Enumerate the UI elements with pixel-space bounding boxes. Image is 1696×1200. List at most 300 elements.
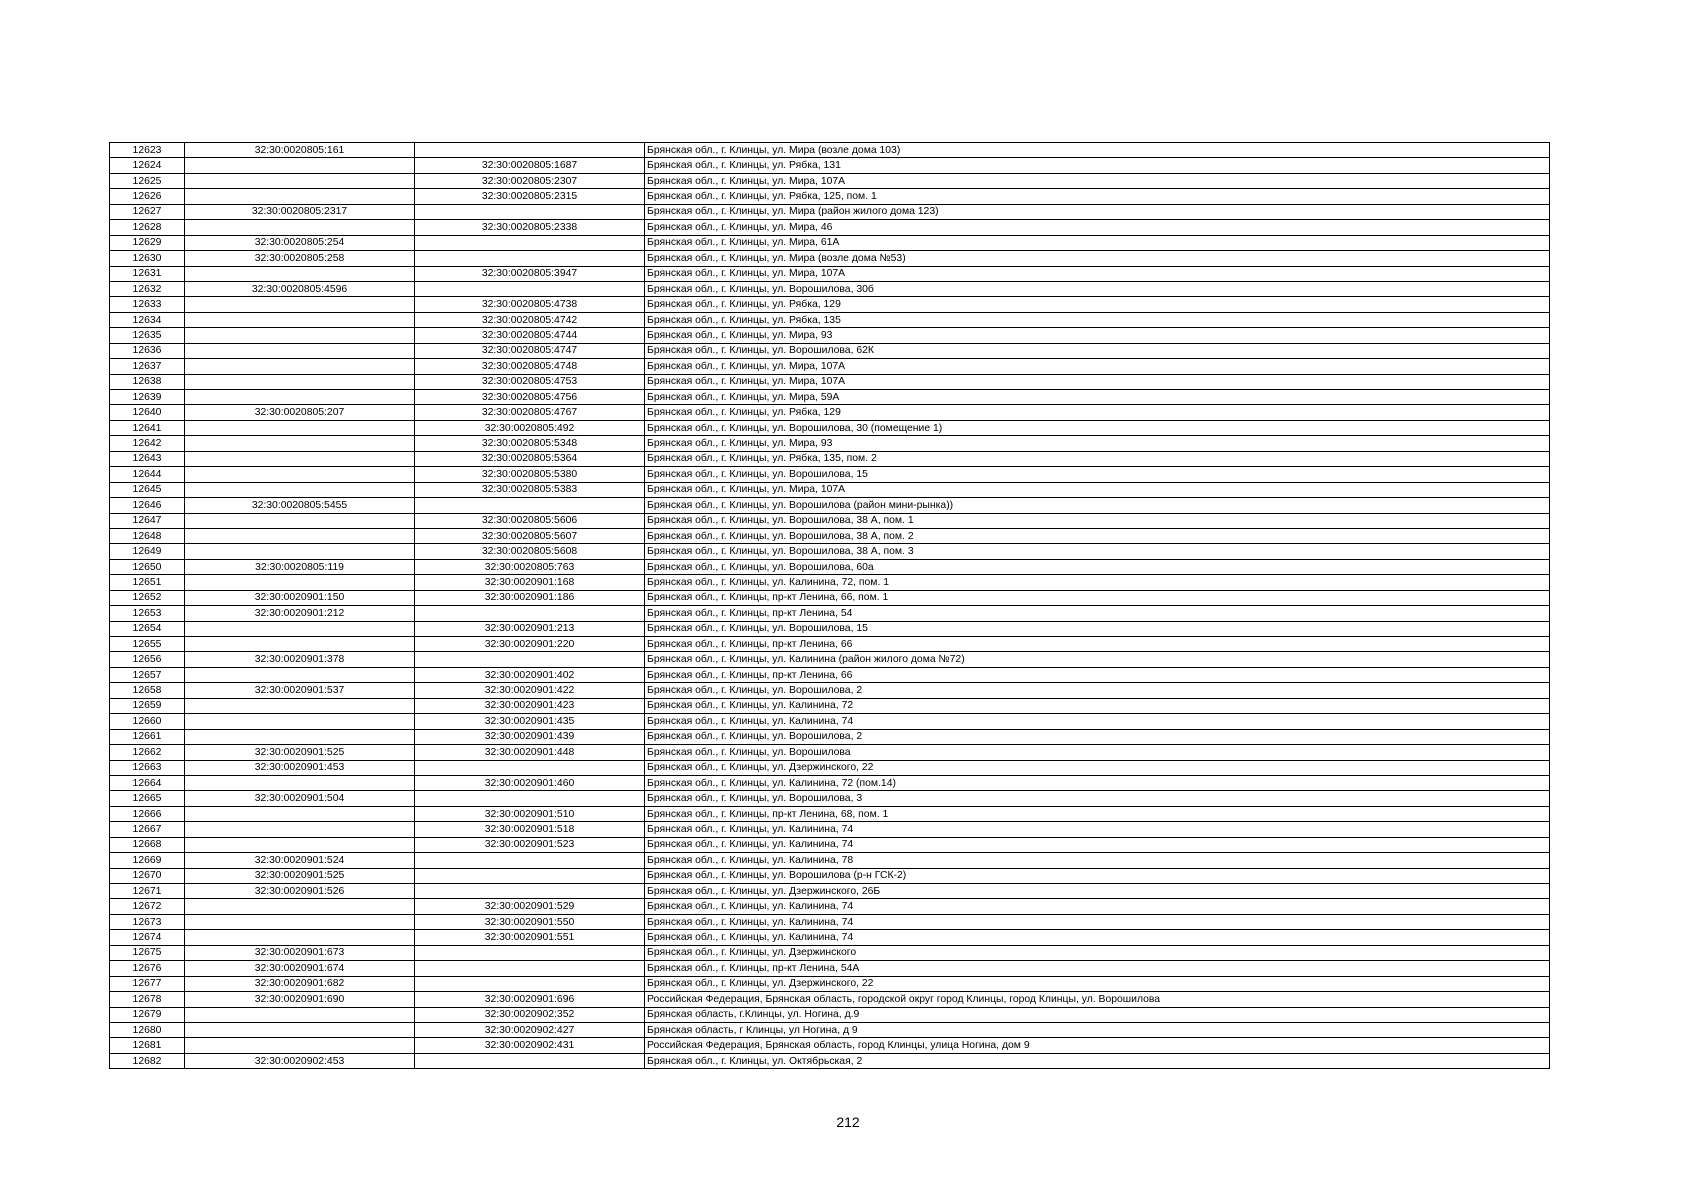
cell-address: Брянская обл., г. Клинцы, ул. Мира, 93	[645, 436, 1550, 451]
cell-cadastral-number	[185, 374, 415, 389]
cell-address: Брянская обл., г. Клинцы, ул. Калинина, 74	[645, 930, 1550, 945]
cell-row-number: 12636	[110, 343, 185, 358]
table-row	[110, 884, 1550, 899]
cell-premises-cadastral-number: 32:30:0020805:5383	[415, 482, 645, 497]
table-row	[110, 714, 1550, 729]
cell-cadastral-number	[185, 729, 415, 744]
table-row	[110, 822, 1550, 837]
cell-row-number: 12647	[110, 513, 185, 528]
table-row	[110, 775, 1550, 790]
cell-row-number: 12668	[110, 837, 185, 852]
table-row	[110, 961, 1550, 976]
cell-cadastral-number	[185, 451, 415, 466]
cell-row-number: 12657	[110, 667, 185, 682]
cell-row-number: 12665	[110, 791, 185, 806]
cell-cadastral-number	[185, 467, 415, 482]
cell-cadastral-number	[185, 220, 415, 235]
table-body	[110, 143, 1550, 1069]
cell-premises-cadastral-number: 32:30:0020901:422	[415, 683, 645, 698]
table-row	[110, 436, 1550, 451]
cell-row-number: 12645	[110, 482, 185, 497]
cell-row-number: 12642	[110, 436, 185, 451]
cell-row-number: 12669	[110, 853, 185, 868]
cell-cadastral-number: 32:30:0020805:207	[185, 405, 415, 420]
cell-cadastral-number	[185, 297, 415, 312]
table-row	[110, 930, 1550, 945]
cell-address: Брянская обл., г. Клинцы, ул. Октябрьская, 2	[645, 1053, 1550, 1068]
cell-premises-cadastral-number: 32:30:0020902:431	[415, 1038, 645, 1053]
table-row	[110, 637, 1550, 652]
cell-cadastral-number	[185, 1007, 415, 1022]
cell-address: Брянская обл., г. Клинцы, пр-кт Ленина, 54	[645, 606, 1550, 621]
table-row	[110, 266, 1550, 281]
table-row	[110, 343, 1550, 358]
cell-cadastral-number	[185, 837, 415, 852]
cell-address: Брянская обл., г. Клинцы, ул. Калинина, 74	[645, 822, 1550, 837]
cell-premises-cadastral-number: 32:30:0020805:4744	[415, 328, 645, 343]
table-row	[110, 992, 1550, 1007]
cell-cadastral-number: 32:30:0020805:4596	[185, 281, 415, 296]
cell-cadastral-number: 32:30:0020901:150	[185, 590, 415, 605]
table-row	[110, 374, 1550, 389]
cell-cadastral-number	[185, 436, 415, 451]
cell-premises-cadastral-number	[415, 652, 645, 667]
cell-address: Брянская обл., г. Клинцы, ул. Калинина, 74	[645, 714, 1550, 729]
cell-address: Российская Федерация, Брянская область, город Клинцы, улица Ногина, дом 9	[645, 1038, 1550, 1053]
cell-address: Российская Федерация, Брянская область, городской округ город Клинцы, город Клинцы, ул. Ворошилова	[645, 992, 1550, 1007]
cell-premises-cadastral-number: 32:30:0020901:448	[415, 745, 645, 760]
cell-cadastral-number	[185, 173, 415, 188]
cell-premises-cadastral-number: 32:30:0020901:551	[415, 930, 645, 945]
cell-address: Брянская обл., г. Клинцы, ул. Ворошилова, 15	[645, 467, 1550, 482]
cell-address: Брянская обл., г. Клинцы, ул. Калинина, 74	[645, 837, 1550, 852]
cell-address: Брянская обл., г. Клинцы, ул. Ворошилова, 3	[645, 791, 1550, 806]
cell-row-number: 12652	[110, 590, 185, 605]
cell-premises-cadastral-number: 32:30:0020901:529	[415, 899, 645, 914]
cell-address: Брянская обл., г. Клинцы, ул. Рябка, 129	[645, 297, 1550, 312]
cell-address: Брянская обл., г. Клинцы, ул. Ворошилова (район мини-рынка))	[645, 498, 1550, 513]
cell-row-number: 12648	[110, 528, 185, 543]
cell-address: Брянская обл., г. Клинцы, ул. Рябка, 135, пом. 2	[645, 451, 1550, 466]
table-row	[110, 837, 1550, 852]
table-row	[110, 1038, 1550, 1053]
cell-row-number: 12679	[110, 1007, 185, 1022]
cell-row-number: 12672	[110, 899, 185, 914]
cell-premises-cadastral-number: 32:30:0020805:2315	[415, 189, 645, 204]
cell-row-number: 12651	[110, 575, 185, 590]
cell-address: Брянская обл., г. Клинцы, ул. Калинина, 72	[645, 698, 1550, 713]
table-row	[110, 281, 1550, 296]
cell-premises-cadastral-number: 32:30:0020901:423	[415, 698, 645, 713]
cell-address: Брянская обл., г. Клинцы, ул. Калинина, 78	[645, 853, 1550, 868]
cell-address: Брянская обл., г. Клинцы, ул. Ворошилова, 62К	[645, 343, 1550, 358]
cell-premises-cadastral-number: 32:30:0020901:402	[415, 667, 645, 682]
table-row	[110, 312, 1550, 327]
table-row	[110, 235, 1550, 250]
cell-premises-cadastral-number: 32:30:0020901:213	[415, 621, 645, 636]
cell-row-number: 12676	[110, 961, 185, 976]
cell-premises-cadastral-number: 32:30:0020805:3947	[415, 266, 645, 281]
cell-premises-cadastral-number	[415, 235, 645, 250]
cell-row-number: 12634	[110, 312, 185, 327]
table-row	[110, 806, 1550, 821]
cell-row-number: 12660	[110, 714, 185, 729]
cell-row-number: 12629	[110, 235, 185, 250]
cell-cadastral-number	[185, 390, 415, 405]
cell-row-number: 12677	[110, 976, 185, 991]
table-row	[110, 652, 1550, 667]
cell-address: Брянская обл., г. Клинцы, ул. Ворошилова, 15	[645, 621, 1550, 636]
cell-address: Брянская обл., г. Клинцы, ул. Ворошилова	[645, 745, 1550, 760]
table-row	[110, 297, 1550, 312]
table-row	[110, 528, 1550, 543]
cell-row-number: 12633	[110, 297, 185, 312]
cell-cadastral-number	[185, 621, 415, 636]
table-row	[110, 328, 1550, 343]
cell-row-number: 12671	[110, 884, 185, 899]
cell-address: Брянская обл., г. Клинцы, ул. Ворошилова, 38 А, пом. 1	[645, 513, 1550, 528]
cell-row-number: 12656	[110, 652, 185, 667]
cell-address: Брянская обл., г. Клинцы, ул. Мира, 107А	[645, 359, 1550, 374]
cell-premises-cadastral-number: 32:30:0020805:1687	[415, 158, 645, 173]
table-row	[110, 621, 1550, 636]
cell-address: Брянская обл., г. Клинцы, ул. Рябка, 129	[645, 405, 1550, 420]
table-row	[110, 189, 1550, 204]
cell-row-number: 12653	[110, 606, 185, 621]
cell-row-number: 12655	[110, 637, 185, 652]
cell-premises-cadastral-number: 32:30:0020901:696	[415, 992, 645, 1007]
table-row	[110, 204, 1550, 219]
cell-row-number: 12674	[110, 930, 185, 945]
cell-premises-cadastral-number	[415, 204, 645, 219]
cell-cadastral-number: 32:30:0020901:537	[185, 683, 415, 698]
cell-address: Брянская обл., г. Клинцы, ул. Мира (район жилого дома 123)	[645, 204, 1550, 219]
cell-cadastral-number: 32:30:0020805:258	[185, 251, 415, 266]
cell-address: Брянская обл., г. Клинцы, ул. Ворошилова, 38 А, пом. 3	[645, 544, 1550, 559]
table-row	[110, 451, 1550, 466]
table-row	[110, 868, 1550, 883]
cell-cadastral-number: 32:30:0020805:254	[185, 235, 415, 250]
cell-premises-cadastral-number: 32:30:0020901:523	[415, 837, 645, 852]
cell-premises-cadastral-number	[415, 281, 645, 296]
cell-cadastral-number	[185, 312, 415, 327]
cell-cadastral-number	[185, 482, 415, 497]
table-row	[110, 1022, 1550, 1037]
cell-address: Брянская обл., г. Клинцы, ул. Мира (возле дома №53)	[645, 251, 1550, 266]
cell-premises-cadastral-number: 32:30:0020805:5380	[415, 467, 645, 482]
cell-address: Брянская обл., г. Клинцы, ул. Калинина, 72 (пом.14)	[645, 775, 1550, 790]
cell-row-number: 12638	[110, 374, 185, 389]
cell-cadastral-number: 32:30:0020901:673	[185, 945, 415, 960]
cell-cadastral-number	[185, 698, 415, 713]
cell-row-number: 12682	[110, 1053, 185, 1068]
cell-row-number: 12639	[110, 390, 185, 405]
cell-premises-cadastral-number: 32:30:0020901:550	[415, 914, 645, 929]
table-row	[110, 1053, 1550, 1068]
cell-cadastral-number	[185, 420, 415, 435]
cell-row-number: 12631	[110, 266, 185, 281]
cell-row-number: 12678	[110, 992, 185, 1007]
cell-premises-cadastral-number	[415, 251, 645, 266]
cell-cadastral-number	[185, 158, 415, 173]
cell-row-number: 12625	[110, 173, 185, 188]
cell-address: Брянская обл., г. Клинцы, ул. Калинина (район жилого дома №72)	[645, 652, 1550, 667]
table-row	[110, 575, 1550, 590]
cell-row-number: 12654	[110, 621, 185, 636]
cell-address: Брянская обл., г. Клинцы, ул. Ворошилова, 38 А, пом. 2	[645, 528, 1550, 543]
cell-row-number: 12666	[110, 806, 185, 821]
cell-address: Брянская область, г Клинцы, ул Ногина, д 9	[645, 1022, 1550, 1037]
cell-address: Брянская обл., г. Клинцы, ул. Калинина, 74	[645, 914, 1550, 929]
cell-premises-cadastral-number	[415, 884, 645, 899]
cell-address: Брянская обл., г. Клинцы, ул. Мира, 107А	[645, 173, 1550, 188]
cell-address: Брянская обл., г. Клинцы, ул. Мира (возле дома 103)	[645, 143, 1550, 158]
cell-cadastral-number: 32:30:0020901:682	[185, 976, 415, 991]
cell-address: Брянская обл., г. Клинцы, пр-кт Ленина, 54А	[645, 961, 1550, 976]
cell-address: Брянская обл., г. Клинцы, ул. Калинина, 72, пом. 1	[645, 575, 1550, 590]
cell-row-number: 12667	[110, 822, 185, 837]
cell-premises-cadastral-number: 32:30:0020805:4753	[415, 374, 645, 389]
cell-premises-cadastral-number: 32:30:0020901:460	[415, 775, 645, 790]
cell-row-number: 12675	[110, 945, 185, 960]
cell-cadastral-number	[185, 575, 415, 590]
page-number: 212	[836, 1114, 860, 1130]
cell-premises-cadastral-number: 32:30:0020805:4767	[415, 405, 645, 420]
table-row	[110, 1007, 1550, 1022]
cell-cadastral-number	[185, 899, 415, 914]
table-row	[110, 914, 1550, 929]
cell-premises-cadastral-number: 32:30:0020805:5608	[415, 544, 645, 559]
cell-address: Брянская обл., г. Клинцы, ул. Ворошилова, 30б	[645, 281, 1550, 296]
cell-row-number: 12624	[110, 158, 185, 173]
cell-row-number: 12643	[110, 451, 185, 466]
cell-address: Брянская обл., г. Клинцы, ул. Мира, 107А	[645, 266, 1550, 281]
cell-premises-cadastral-number	[415, 868, 645, 883]
cell-address: Брянская обл., г. Клинцы, ул. Мира, 107А	[645, 374, 1550, 389]
cell-row-number: 12650	[110, 559, 185, 574]
cell-row-number: 12662	[110, 745, 185, 760]
table-row	[110, 173, 1550, 188]
cell-row-number: 12646	[110, 498, 185, 513]
cell-cadastral-number	[185, 822, 415, 837]
cell-cadastral-number	[185, 1038, 415, 1053]
cell-cadastral-number	[185, 1022, 415, 1037]
cell-cadastral-number	[185, 806, 415, 821]
table-row	[110, 420, 1550, 435]
cell-cadastral-number	[185, 343, 415, 358]
table-row	[110, 899, 1550, 914]
cell-cadastral-number	[185, 544, 415, 559]
cell-cadastral-number: 32:30:0020901:453	[185, 760, 415, 775]
table-row	[110, 791, 1550, 806]
cell-address: Брянская область, г.Клинцы, ул. Ногина, д.9	[645, 1007, 1550, 1022]
table-row	[110, 405, 1550, 420]
cell-address: Брянская обл., г. Клинцы, ул. Мира, 46	[645, 220, 1550, 235]
cell-premises-cadastral-number: 32:30:0020902:352	[415, 1007, 645, 1022]
registry-table	[109, 142, 1550, 1069]
cell-address: Брянская обл., г. Клинцы, пр-кт Ленина, 66	[645, 637, 1550, 652]
cell-premises-cadastral-number	[415, 976, 645, 991]
cell-cadastral-number	[185, 513, 415, 528]
cell-address: Брянская обл., г. Клинцы, ул. Ворошилова (р-н ГСК-2)	[645, 868, 1550, 883]
cell-premises-cadastral-number: 32:30:0020901:439	[415, 729, 645, 744]
table-row	[110, 390, 1550, 405]
table-row	[110, 158, 1550, 173]
cell-premises-cadastral-number: 32:30:0020805:4738	[415, 297, 645, 312]
cell-cadastral-number: 32:30:0020901:212	[185, 606, 415, 621]
cell-row-number: 12630	[110, 251, 185, 266]
cell-row-number: 12661	[110, 729, 185, 744]
cell-premises-cadastral-number	[415, 1053, 645, 1068]
cell-cadastral-number: 32:30:0020805:5455	[185, 498, 415, 513]
table-row	[110, 667, 1550, 682]
cell-row-number: 12640	[110, 405, 185, 420]
cell-premises-cadastral-number: 32:30:0020805:4756	[415, 390, 645, 405]
table-row	[110, 220, 1550, 235]
cell-address: Брянская обл., г. Клинцы, ул. Дзержинского, 22	[645, 760, 1550, 775]
cell-address: Брянская обл., г. Клинцы, ул. Рябка, 131	[645, 158, 1550, 173]
cell-premises-cadastral-number	[415, 606, 645, 621]
cell-address: Брянская обл., г. Клинцы, пр-кт Ленина, 68, пом. 1	[645, 806, 1550, 821]
cell-cadastral-number	[185, 328, 415, 343]
table-row	[110, 745, 1550, 760]
cell-row-number: 12644	[110, 467, 185, 482]
cell-premises-cadastral-number: 32:30:0020805:4747	[415, 343, 645, 358]
cell-cadastral-number	[185, 775, 415, 790]
table-row	[110, 683, 1550, 698]
cell-row-number: 12635	[110, 328, 185, 343]
cell-cadastral-number: 32:30:0020901:378	[185, 652, 415, 667]
cell-premises-cadastral-number: 32:30:0020805:492	[415, 420, 645, 435]
cell-premises-cadastral-number: 32:30:0020902:427	[415, 1022, 645, 1037]
cell-cadastral-number	[185, 637, 415, 652]
cell-address: Брянская обл., г. Клинцы, ул. Мира, 93	[645, 328, 1550, 343]
table-row	[110, 513, 1550, 528]
cell-cadastral-number: 32:30:0020901:504	[185, 791, 415, 806]
cell-address: Брянская обл., г. Клинцы, ул. Мира, 59А	[645, 390, 1550, 405]
cell-cadastral-number: 32:30:0020805:2317	[185, 204, 415, 219]
cell-premises-cadastral-number	[415, 143, 645, 158]
cell-cadastral-number: 32:30:0020901:524	[185, 853, 415, 868]
cell-cadastral-number	[185, 528, 415, 543]
cell-cadastral-number: 32:30:0020805:161	[185, 143, 415, 158]
cell-cadastral-number: 32:30:0020902:453	[185, 1053, 415, 1068]
cell-cadastral-number: 32:30:0020805:119	[185, 559, 415, 574]
cell-cadastral-number: 32:30:0020901:526	[185, 884, 415, 899]
cell-address: Брянская обл., г. Клинцы, ул. Ворошилова, 2	[645, 729, 1550, 744]
cell-premises-cadastral-number	[415, 791, 645, 806]
cell-cadastral-number	[185, 667, 415, 682]
cell-row-number: 12680	[110, 1022, 185, 1037]
cell-row-number: 12632	[110, 281, 185, 296]
table-row	[110, 698, 1550, 713]
table-row	[110, 729, 1550, 744]
cell-row-number: 12628	[110, 220, 185, 235]
cell-premises-cadastral-number: 32:30:0020805:4748	[415, 359, 645, 374]
cell-cadastral-number	[185, 359, 415, 374]
cell-premises-cadastral-number: 32:30:0020901:168	[415, 575, 645, 590]
cell-premises-cadastral-number: 32:30:0020805:763	[415, 559, 645, 574]
cell-premises-cadastral-number	[415, 945, 645, 960]
cell-address: Брянская обл., г. Клинцы, ул. Рябка, 135	[645, 312, 1550, 327]
cell-address: Брянская обл., г. Клинцы, ул. Ворошилова, 30 (помещение 1)	[645, 420, 1550, 435]
cell-row-number: 12641	[110, 420, 185, 435]
cell-row-number: 12649	[110, 544, 185, 559]
cell-row-number: 12626	[110, 189, 185, 204]
cell-cadastral-number: 32:30:0020901:525	[185, 745, 415, 760]
cell-premises-cadastral-number: 32:30:0020805:5348	[415, 436, 645, 451]
cell-premises-cadastral-number: 32:30:0020901:518	[415, 822, 645, 837]
table-row	[110, 544, 1550, 559]
table-row	[110, 359, 1550, 374]
cell-row-number: 12627	[110, 204, 185, 219]
cell-cadastral-number	[185, 930, 415, 945]
cell-cadastral-number	[185, 189, 415, 204]
cell-premises-cadastral-number: 32:30:0020805:5606	[415, 513, 645, 528]
cell-address: Брянская обл., г. Клинцы, пр-кт Ленина, 66, пом. 1	[645, 590, 1550, 605]
table-row	[110, 853, 1550, 868]
cell-address: Брянская обл., г. Клинцы, ул. Калинина, 74	[645, 899, 1550, 914]
cell-address: Брянская обл., г. Клинцы, ул. Мира, 61А	[645, 235, 1550, 250]
cell-cadastral-number	[185, 714, 415, 729]
cell-cadastral-number: 32:30:0020901:525	[185, 868, 415, 883]
cell-premises-cadastral-number: 32:30:0020901:220	[415, 637, 645, 652]
cell-premises-cadastral-number	[415, 760, 645, 775]
table-row	[110, 467, 1550, 482]
cell-premises-cadastral-number: 32:30:0020805:4742	[415, 312, 645, 327]
cell-premises-cadastral-number: 32:30:0020805:5607	[415, 528, 645, 543]
cell-cadastral-number	[185, 266, 415, 281]
cell-cadastral-number	[185, 914, 415, 929]
cell-row-number: 12673	[110, 914, 185, 929]
cell-address: Брянская обл., г. Клинцы, ул. Ворошилова, 60а	[645, 559, 1550, 574]
cell-premises-cadastral-number: 32:30:0020901:435	[415, 714, 645, 729]
cell-premises-cadastral-number: 32:30:0020901:510	[415, 806, 645, 821]
cell-premises-cadastral-number	[415, 498, 645, 513]
cell-address: Брянская обл., г. Клинцы, ул. Ворошилова, 2	[645, 683, 1550, 698]
cell-address: Брянская обл., г. Клинцы, ул. Дзержинского, 26Б	[645, 884, 1550, 899]
cell-row-number: 12659	[110, 698, 185, 713]
table-row	[110, 251, 1550, 266]
cell-premises-cadastral-number: 32:30:0020901:186	[415, 590, 645, 605]
table-row	[110, 976, 1550, 991]
table-row	[110, 760, 1550, 775]
cell-row-number: 12664	[110, 775, 185, 790]
cell-row-number: 12623	[110, 143, 185, 158]
cell-row-number: 12658	[110, 683, 185, 698]
cell-premises-cadastral-number	[415, 853, 645, 868]
cell-cadastral-number: 32:30:0020901:690	[185, 992, 415, 1007]
cell-premises-cadastral-number	[415, 961, 645, 976]
cell-cadastral-number: 32:30:0020901:674	[185, 961, 415, 976]
cell-address: Брянская обл., г. Клинцы, ул. Рябка, 125, пом. 1	[645, 189, 1550, 204]
cell-row-number: 12637	[110, 359, 185, 374]
table-row	[110, 143, 1550, 158]
cell-address: Брянская обл., г. Клинцы, пр-кт Ленина, 66	[645, 667, 1550, 682]
table-row	[110, 945, 1550, 960]
table-row	[110, 498, 1550, 513]
cell-premises-cadastral-number: 32:30:0020805:2338	[415, 220, 645, 235]
cell-row-number: 12663	[110, 760, 185, 775]
cell-address: Брянская обл., г. Клинцы, ул. Дзержинского, 22	[645, 976, 1550, 991]
table-row	[110, 559, 1550, 574]
cell-premises-cadastral-number: 32:30:0020805:5364	[415, 451, 645, 466]
cell-address: Брянская обл., г. Клинцы, ул. Мира, 107А	[645, 482, 1550, 497]
table-row	[110, 482, 1550, 497]
cell-row-number: 12670	[110, 868, 185, 883]
cell-row-number: 12681	[110, 1038, 185, 1053]
cell-address: Брянская обл., г. Клинцы, ул. Дзержинского	[645, 945, 1550, 960]
